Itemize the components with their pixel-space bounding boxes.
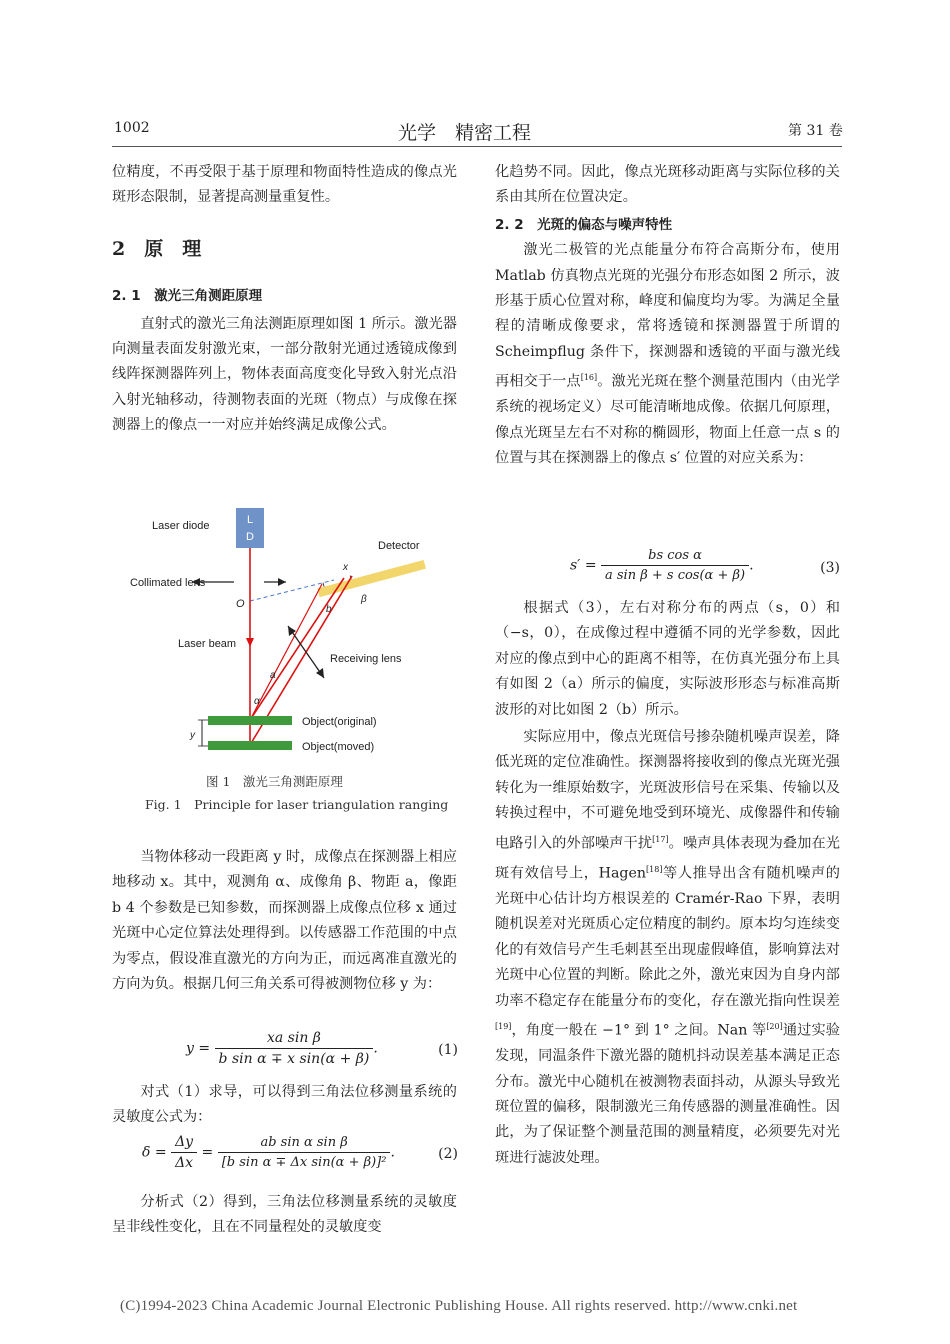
beta-label: β bbox=[361, 594, 367, 605]
equation-2: δ = $\frac{\Delta y}{\Delta x}$ = $\frac{\text{ab sin α sin β}}{\text{[b sin α ∓ Δx sin(α + β)]²}}$ . (2) bbox=[142, 1134, 458, 1171]
ref-19[interactable]: [19] bbox=[495, 1021, 512, 1031]
ref-16[interactable]: [16] bbox=[580, 373, 598, 383]
eq1-lhs: y = bbox=[186, 1040, 211, 1057]
equation-3: s′ = $\frac{\text{bs cos α}}{\text{a sin β + s cos(α + β)}}$ . (3) bbox=[570, 548, 840, 583]
eq3-numerator: bs cos α bbox=[601, 548, 749, 566]
noise-paragraph: 实际应用中，像点光斑信号掺杂随机噪声误差，降低光斑的定位准确性。探测器将接收到的像点光斑光强转化为一维原始数字，光斑波形信号在采集、传输以及转换过程中，不可避免地受到环境光、成像器件和传输电路引入的外部噪声干扰[17]。噪声具体表现为叠加在光斑有效信号上，Hagen[18]等人推导出含有随机噪声的光斑中心估计均方根误差的 Cramér-Rao 下界，表明随机误差对光斑质心定位精度的制约。原本均匀连续变化的有效信号产生毛刺甚至出现虚假峰值，影响算法对光斑中心位置的判断。除此之外，激光束因为自身内部功率不稳定存在能量分布的变化，存在激光指向性误差[19]，角度一般在 −1° 到 1° 之间。Nan 等[20]通过实验发现，同温条件下激光器的随机抖动误差基本满足正态分布。激光中心随机在被测物表面抖动，从源头导致光斑位置的偏移，限制激光三角传感器的测量准确性。因此，为了保证整个测量范围的测量精度，必须要先对光斑进行滤波处理。 bbox=[495, 729, 840, 1166]
figure-1-caption-en: Fig. 1 Principle for laser triangulation ranging bbox=[145, 797, 449, 812]
volume-label: 第 31 卷 bbox=[788, 123, 843, 139]
alpha-label: α bbox=[254, 696, 260, 707]
receiving-lens bbox=[288, 626, 324, 678]
eq2-numerator: ab sin α sin β bbox=[218, 1135, 391, 1153]
eq2-lhs: δ = bbox=[142, 1144, 167, 1161]
skewness-paragraph: 根据式（3），左右对称分布的两点（s，0）和（−s，0），在成像过程中遵循不同的光学参数，因此对应的像点到中心的距离不相等，在仿真光强分布上具有如图 2（a）所示的偏度，实际波形形态与标准高斯波形的对比如图 2（b）所示。 bbox=[495, 600, 840, 718]
equation-1: y = $\frac{\text{xa sin β}}{\text{b sin α ∓ x sin(α + β)}}$ . (1) bbox=[186, 1030, 458, 1067]
header-rule bbox=[112, 146, 842, 147]
copyright-footer: (C)1994-2023 China Academic Journal Electronic Publishing House. All rights reserved. http://www.cnki.net bbox=[120, 1298, 798, 1314]
section-2-heading: 2 原 理 bbox=[112, 237, 202, 260]
object-original bbox=[208, 716, 292, 725]
journal-title: 光学 精密工程 bbox=[398, 122, 532, 144]
detector-bar bbox=[316, 556, 426, 597]
figure-1-diagram bbox=[112, 500, 457, 765]
object-original-label: Object(original) bbox=[302, 716, 377, 728]
sensitivity-intro bbox=[112, 1080, 457, 1131]
right-column-lower bbox=[495, 596, 840, 1171]
o-label: O bbox=[236, 598, 245, 610]
page-number: 1002 bbox=[114, 120, 150, 136]
eq1-denominator: b sin α ∓ x sin(α + β) bbox=[218, 1051, 370, 1067]
laser-beam-label: Laser beam bbox=[178, 638, 237, 650]
reflected-ray-1 bbox=[250, 578, 344, 720]
eq2-equals: = bbox=[201, 1144, 214, 1161]
left-column bbox=[112, 160, 457, 439]
derivative-paragraph: 对式（1）求导，可以得到三角法位移测量系统的灵敏度公式为： bbox=[112, 1084, 457, 1126]
left-column-lower bbox=[112, 845, 457, 997]
continuation-paragraph: 化趋势不同。因此，像点光斑移动距离与实际位移的关系由其所在位置决定。 bbox=[495, 164, 840, 206]
x-label: x bbox=[343, 562, 348, 573]
ref-18[interactable]: [18] bbox=[646, 864, 663, 874]
ref-20[interactable]: [20] bbox=[766, 1021, 783, 1031]
analysis-block bbox=[112, 1190, 457, 1241]
ref-17[interactable]: [17] bbox=[652, 834, 669, 844]
object-moved-label: Object(moved) bbox=[302, 741, 375, 753]
b-label: b bbox=[326, 604, 332, 615]
intro-paragraph: 位精度，不再受限于基于原理和物面特性造成的像点光斑形态限制，显著提高测量重复性。 bbox=[112, 164, 457, 206]
object-moved bbox=[208, 741, 292, 750]
ld-letter-d: D bbox=[246, 531, 254, 543]
eq2-number: (2) bbox=[438, 1146, 458, 1162]
eq2-denominator: [b sin α ∓ Δx sin(α + β)]² bbox=[221, 1155, 387, 1170]
a-label: a bbox=[270, 670, 276, 681]
section-2-1-heading: 2. 1 激光三角测距原理 bbox=[112, 288, 263, 305]
eq3-number: (3) bbox=[820, 560, 840, 576]
laser-diode-label: Laser diode bbox=[152, 520, 210, 532]
eq1-number: (1) bbox=[438, 1042, 458, 1058]
displacement-paragraph: 当物体移动一段距离 y 时，成像点在探测器上相应地移动 x。其中，观测角 α、成像角 β、物距 a，像距 b 4 个参数是已知参数，而探测器上成像点位移 x 通过光斑中心定位算法处理得到。以传感器工作范围的中点为零点，假设准直激光的方向为正，而远离准直激光的方向为负。根据几何三角关系可得被测物位移 y 为： bbox=[112, 849, 457, 993]
principle-paragraph: 直射式的激光三角法测距原理如图 1 所示。激光器向测量表面发射激光束，一部分散射光通过透镜成像到线阵探测器阵列上，物体表面高度变化导致入射光点沿入射光轴移动，待测物表面的光斑（物点）与成像在探测器上的像点一一对应并始终满足成像公式。 bbox=[112, 315, 457, 434]
detector-label: Detector bbox=[378, 540, 420, 552]
y-label: y bbox=[190, 730, 195, 741]
figure-1-caption-cn: 图 1 激光三角测距原理 bbox=[206, 774, 343, 789]
gaussian-paragraph: 激光二极管的光点能量分布符合高斯分布，使用 Matlab 仿真物点光斑的光强分布形态如图 2 所示，波形基于质心位置对称，峰度和偏度均为零。为满足全量程的清晰成像要求，常将透镜和探测器置于所谓的 Scheimpflug 条件下，探测器和透镜的平面与激光线再相交于一点[16]。激光光斑在整个测量范围内（由光学系统的视场定义）尽可能清晰地成像。依据几何原理，像点光斑呈左右不对称的椭圆形，物面上任意一点 s 的位置与其在探测器上的像点 s′ 位置的对应关系为： bbox=[495, 242, 840, 467]
eq3-denominator: a sin β + s cos(α + β) bbox=[605, 568, 746, 583]
receiving-lens-label: Receiving lens bbox=[330, 653, 402, 665]
section-2-2-heading: 2. 2 光斑的偏态与噪声特性 bbox=[495, 216, 673, 233]
eq2-dy: Δy bbox=[171, 1134, 197, 1153]
ld-letter-l: L bbox=[246, 514, 254, 526]
analysis-paragraph: 分析式（2）得到，三角法位移测量系统的灵敏度呈非线性变化，且在不同量程处的灵敏度变 bbox=[112, 1194, 457, 1236]
right-column bbox=[495, 160, 840, 472]
eq1-numerator: xa sin β bbox=[215, 1030, 374, 1049]
collimated-lens-label: Collimated lens bbox=[130, 577, 206, 589]
reflected-ray-3 bbox=[250, 584, 322, 720]
eq2-dx: Δx bbox=[175, 1155, 194, 1171]
eq3-lhs: s′ = bbox=[570, 557, 597, 574]
